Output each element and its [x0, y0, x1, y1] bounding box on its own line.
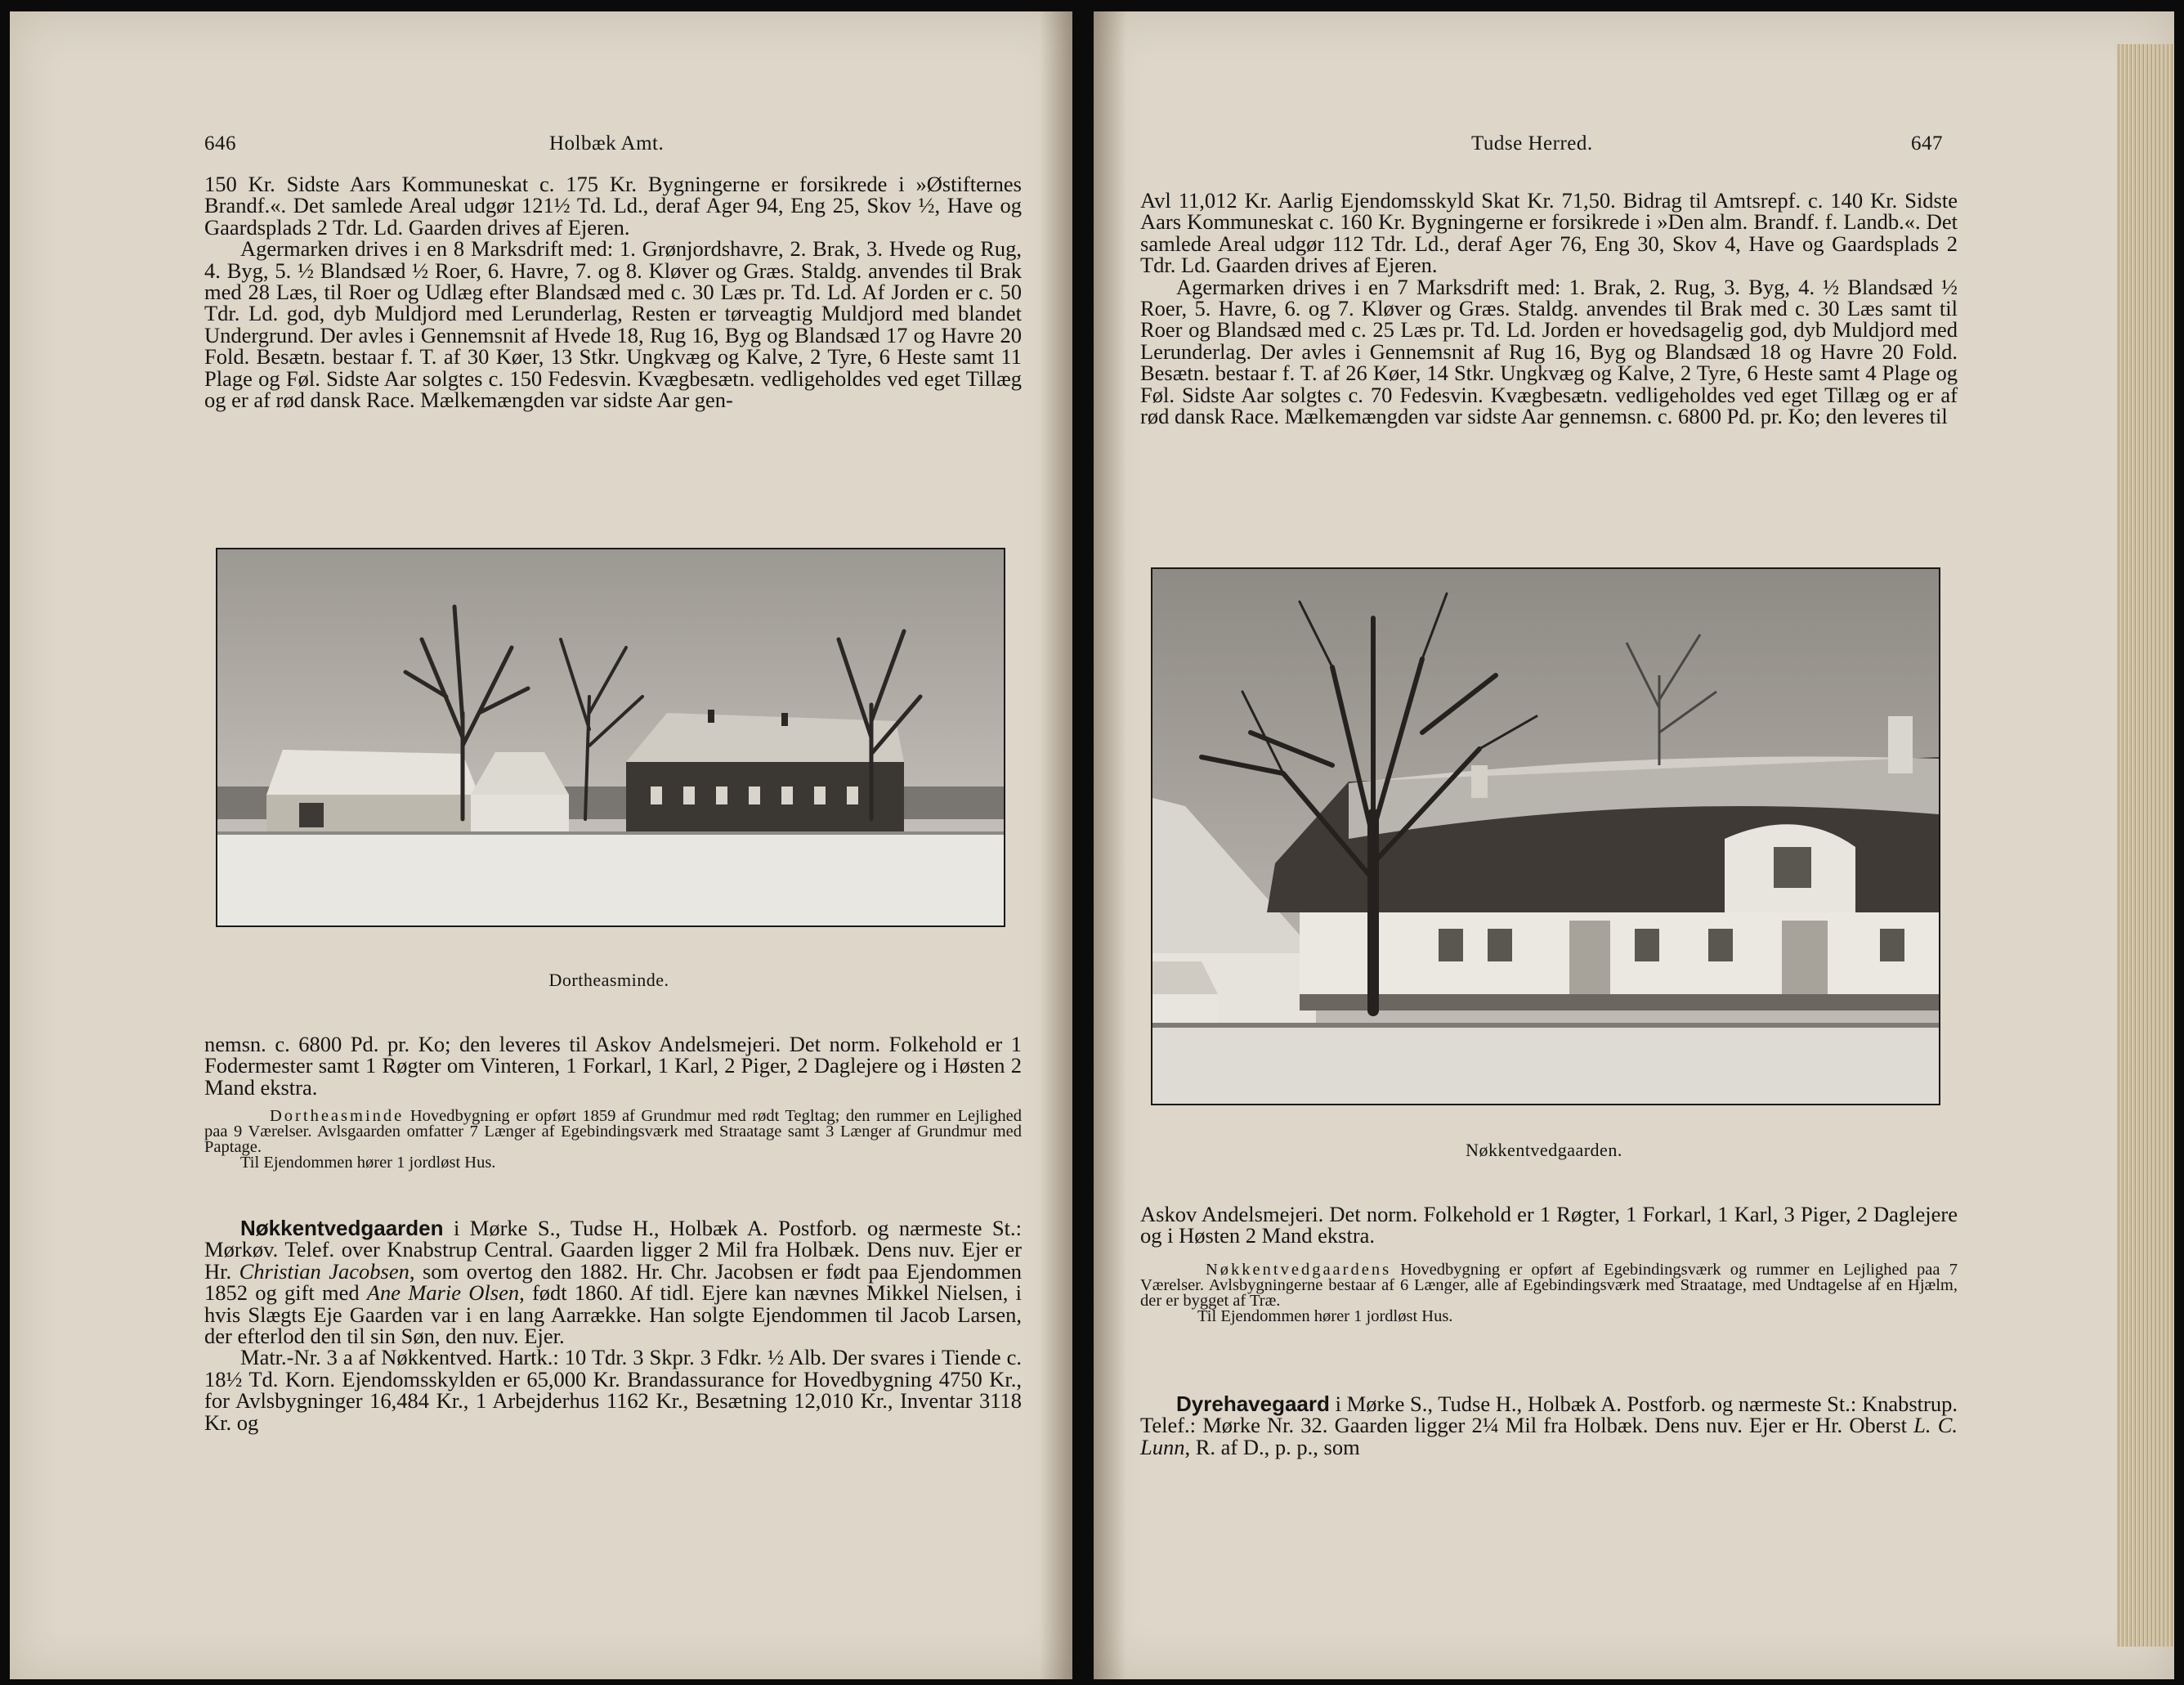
entry-text: , som overtog den 1882. Hr. Chr. Jacobsen er født paa Ejendommen 1852 og gift med [204, 1258, 1022, 1306]
left-entry-nokkentvedgaarden [204, 1217, 1022, 1433]
left-paragraph: nemsn. c. 6800 Pd. pr. Ko; den leveres til Askov Andelsmejeri. Det norm. Folkehold er 1 Fodermester samt 1 Røgter om Vinteren, 1 Forkarl, 1 Karl, 2 Piger, 2 Daglejere og i Høsten 2 Mand ekstra. [204, 1032, 1022, 1100]
farmhouse-illustration [1152, 569, 1939, 1104]
small-note-text: Hovedbygning er opført 1859 af Grundmur med rødt Tegltag; den rummer en Lejlighed paa 9 Værelser. Avlsgaarden omfatter 7 Længer af Egebindingsværk med Straatage samt 3 Længer af Grundmur med Paptage. [204, 1107, 1022, 1156]
right-text-block-2 [1140, 1203, 1958, 1247]
photo-caption-nokkentvedgaarden: Nøkkentvedgaarden. [1466, 1140, 1622, 1160]
entry-text: i Mørke S., Tudse H., Holbæk A. Postforb. og nærmeste St.: Knabstrup. Telef.: Mørke Nr. 32. Gaarden ligger 2¼ Mil fra Holbæk. Dens nuv. Ejer er Hr. Oberst [1140, 1391, 1958, 1438]
right-running-head: Tudse Herred. [1471, 132, 1593, 155]
entry-owner-name: Christian Jacobsen [239, 1258, 410, 1284]
left-page-number: 646 [204, 132, 236, 155]
entry-text: i Mørke S., Tudse H., Holbæk A. Postforb. og nærmeste St.: Mørkøv. Telef. over Knabstrup Central. Gaarden ligger 2 Mil fra Holbæk. Dens nuv. Ejer er Hr. [204, 1216, 1022, 1284]
left-gutter-shadow [1040, 11, 1072, 1679]
right-page-number: 647 [1911, 132, 1943, 155]
photo-nokkentvedgaarden [1151, 567, 1940, 1105]
left-paragraph: 150 Kr. Sidste Aars Kommuneskat c. 175 Kr. Bygningerne er forsikrede i »Østifternes Brandf.«. Det samlede Areal udgør 121½ Td. Ld., deraf Ager 94, Eng 25, Skov ½, Have og Gaardsplads 2 Tdr. Ld. Gaarden drives af Ejeren. [204, 172, 1022, 240]
entry-text: , R. af D., p. p., som [1184, 1434, 1360, 1459]
small-note-last: Til Ejendommen hører 1 jordløst Hus. [1197, 1307, 1453, 1325]
entry-text: , født 1860. Af tidl. Ejere kan nævnes Mikkel Nielsen, i hvis Slægts Eje Gaarden var i en lang Aarrække. Han solgte Ejendommen til Jacob Larsen, der efterlod den til sin Søn, den nuv. Ejer. [204, 1280, 1022, 1349]
left-paragraph: Agermarken drives i en 8 Marksdrift med: 1. Grønjordshavre, 2. Brak, 3. Hvede og Rug, 4. Byg, 5. ½ Blandsæd ½ Roer, 6. Havre, 7. og 8. Kløver og Græs. Staldg. anvendes til Brak med 28 Læs, til Roer og Udlæg efter Blandsæd med c. 30 Læs pr. Td. Ld. Af Jorden er c. 50 Tdr. Ld. god, dyb Muldjord med Lerunderlag, Resten er tørveagtig Muldjord med blandet Undergrund. Der avles i Gennemsnit af Hvede 18, Rug 16, Byg og Blandsæd 17 og Havre 20 Fold. Besætn. bestaar f. T. af 30 Køer, 13 Stkr. Ungkvæg og Kalve, 2 Tyre, 6 Heste samt 11 Plage og Føl. Sidste Aar solgtes c. 150 Fedesvin. Kvægbesætn. vedligeholdes ved eget Tillæg og er af rød dansk Race. Mælkemængden var sidste Aar gen- [204, 236, 1022, 413]
entry-wife-name: Ane Marie Olsen [366, 1280, 520, 1306]
left-page [10, 11, 1072, 1679]
left-small-note [204, 1109, 1022, 1171]
entry-paragraph: Matr.-Nr. 3 a af Nøkkentved. Hartk.: 10 Tdr. 3 Skpr. 3 Fdkr. ½ Alb. Der svares i Tiende c. 18½ Td. Korn. Ejendomsskylden er 65,000 Kr. Brandassurance for Hovedbygning 4750 Kr., for Avlsbygninger 16,484 Kr., 1 Arbejderhus 1162 Kr., Besætning 12,010 Kr., Inventar 3118 Kr. og [204, 1345, 1022, 1435]
entry-title: Nøkkentvedgaarden [240, 1216, 444, 1240]
right-paragraph: Askov Andelsmejeri. Det norm. Folkehold er 1 Røgter, 1 Forkarl, 1 Karl, 3 Piger, 2 Daglejere og i Høsten 2 Mand ekstra. [1140, 1202, 1958, 1248]
left-running-head: Holbæk Amt. [549, 132, 665, 155]
small-note-last: Til Ejendommen hører 1 jordløst Hus. [240, 1154, 496, 1172]
right-entry-dyrehavegaard [1140, 1393, 1958, 1458]
entry-owner-name: L. C. Lunn [1140, 1413, 1958, 1459]
right-paragraph: Agermarken drives i en 7 Marksdrift med: 1. Brak, 2. Rug, 3. Byg, 4. ½ Blandsæd ½ Roer, 5. Havre, 6. og 7. Kløver og Græs. Staldg. anvendes til Brak med c. 30 Læs samt til Roer og Blandsæd med c. 25 Læs pr. Td. Ld. Jorden er hovedsagelig god, dyb Muldjord med Lerunderlag. Der avles i Gennemsnit af Rug 16, Byg og Blandsæd 18 og Havre 20 Fold. Besætn. bestaar f. T. af 26 Køer, 14 Stkr. Ungkvæg og Kalve, 2 Tyre, 6 Heste samt 4 Plage og Føl. Sidste Aar solgtes c. 70 Fedesvin. Kvægbesætn. vedligeholdes ved eget Tillæg og er af rød dansk Race. Mælkemængden var sidste Aar gennemsn. c. 6800 Pd. pr. Ko; den leveres til [1140, 274, 1958, 429]
right-page [1094, 11, 2174, 1679]
small-note-lead: Dortheasminde [270, 1107, 405, 1125]
small-note-lead: Nøkkentvedgaardens [1206, 1261, 1392, 1279]
left-text-block-1 [204, 172, 1022, 413]
small-note-text: Hovedbygning er opført af Egebindingsværk og rummer en Lejlighed paa 7 Værelser. Avlsbygningerne bestaar af 6 Længer, alle af Egebindingsværk med Straatage, med Undtagelse af en Hjælm, der er bygget af Træ. [1140, 1261, 1958, 1310]
page-edges [2117, 44, 2174, 1647]
right-small-note [1140, 1262, 1958, 1324]
left-text-block-2 [204, 1033, 1022, 1098]
entry-title: Dyrehavegaard [1176, 1391, 1330, 1416]
right-paragraph: Avl 11,012 Kr. Aarlig Ejendomsskyld Skat Kr. 71,50. Bidrag til Amtsrepf. c. 140 Kr. Sidste Aars Kommuneskat c. 160 Kr. Bygningerne er forsikrede i »Den alm. Brandf. f. Landb.«. Det samlede Areal udgør 112 Tdr. Ld., deraf Ager 76, Eng 30, Skov 4, Have og Gaardsplads 2 Tdr. Ld. Gaarden drives af Ejeren. [1140, 188, 1958, 278]
photo-caption-dortheasminde: Dortheasminde. [548, 970, 669, 990]
photo-dortheasminde [216, 548, 1005, 927]
right-text-block-1 [1140, 190, 1958, 427]
farm-landscape-illustration [217, 549, 1004, 925]
right-gutter-shadow [1094, 11, 1126, 1679]
